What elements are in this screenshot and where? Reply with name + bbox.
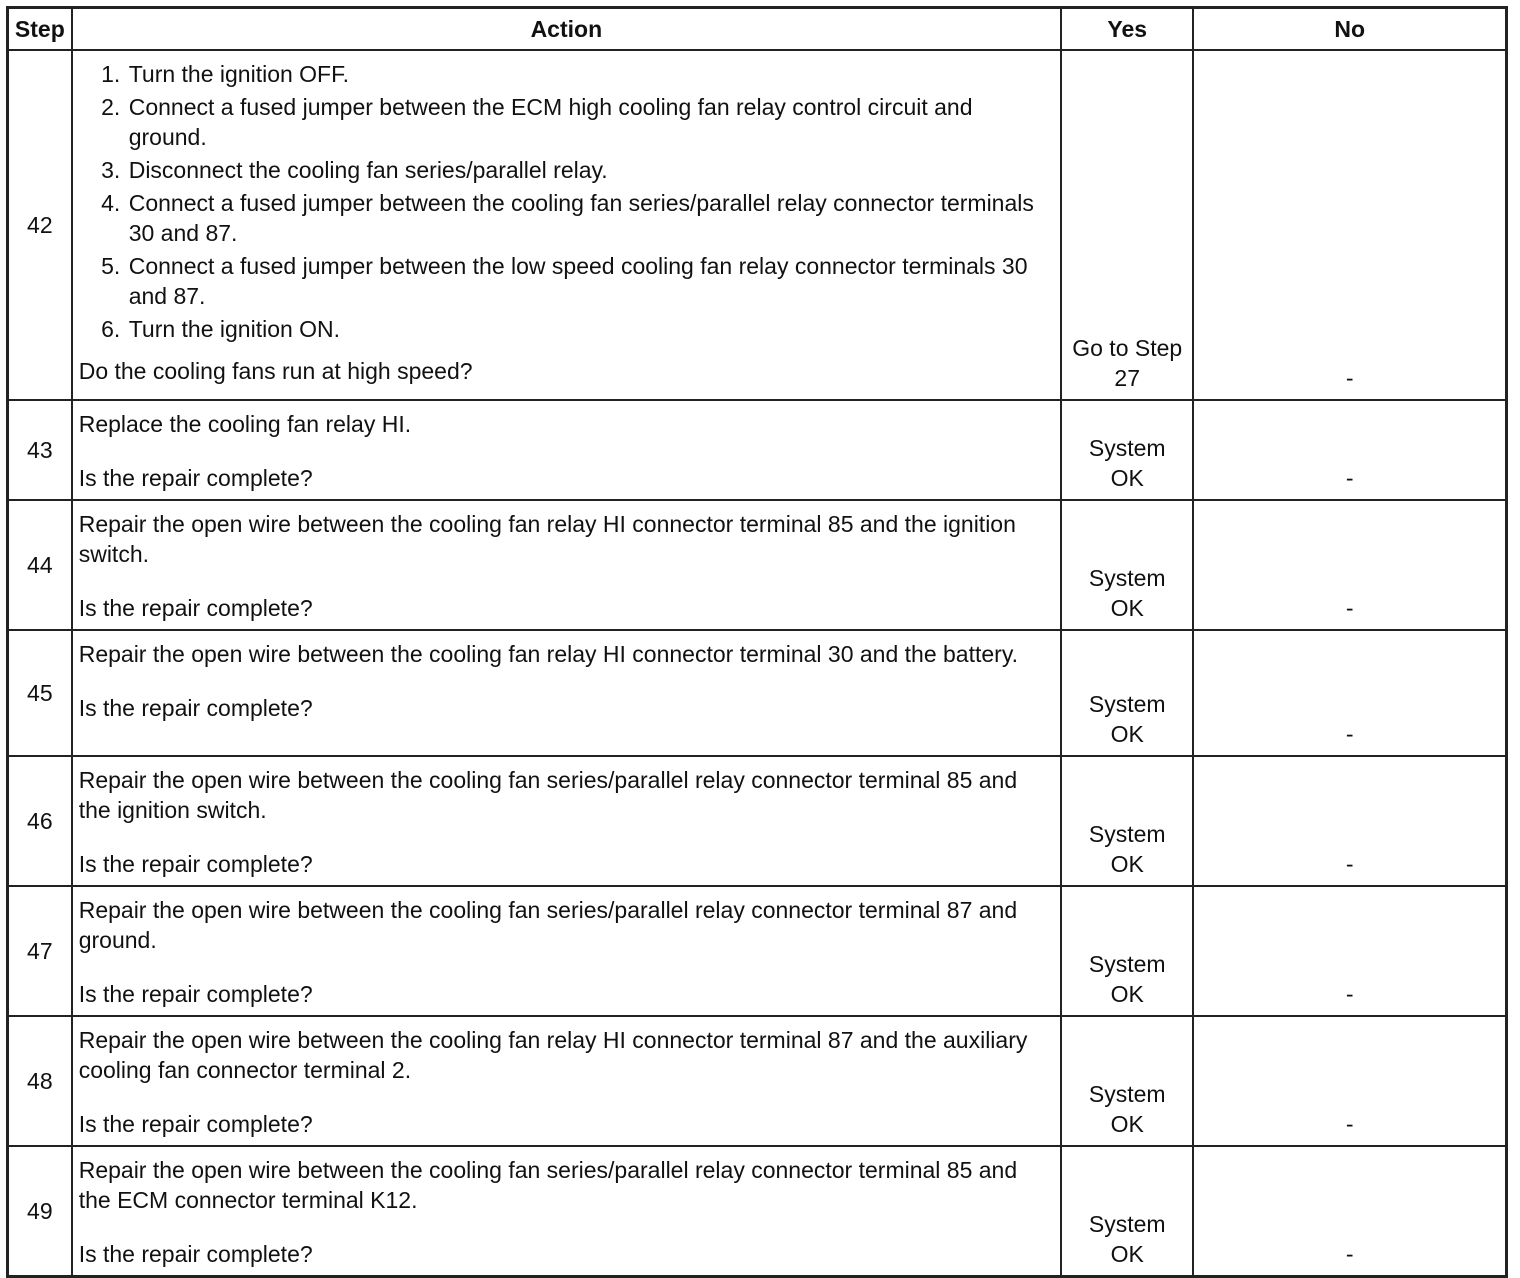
table-row (8, 400, 1507, 500)
yes-line: 27 (1114, 365, 1141, 391)
yes-line: System (1088, 435, 1166, 461)
question-text: Is the repair complete? (78, 851, 313, 877)
step-number: 47 (8, 886, 72, 1016)
question-text: Is the repair complete? (78, 465, 313, 491)
yes-line: System (1088, 691, 1166, 717)
yes-cell (1061, 756, 1193, 886)
table-row (8, 1016, 1507, 1146)
question-text: Is the repair complete? (78, 981, 313, 1007)
yes-line: OK (1110, 1111, 1144, 1137)
yes-cell (1061, 886, 1193, 1016)
action-text: Repair the open wire between the cooling fan series/parallel relay connector terminal 87 and ground. (78, 897, 1018, 953)
step-number: 48 (8, 1016, 72, 1146)
procedure-step: 1. Turn the ignition OFF. (127, 59, 1052, 89)
procedure-step: 6. Turn the ignition ON. (127, 314, 1052, 344)
no-cell: - (1193, 50, 1506, 400)
question-text: Do the cooling fans run at high speed? (78, 358, 473, 384)
yes-line: System (1088, 565, 1166, 591)
step-number: 49 (8, 1146, 72, 1277)
yes-line: OK (1110, 1241, 1144, 1267)
procedure-step: 5. Connect a fused jumper between the low speed cooling fan relay connector terminals 30 and 87. (127, 251, 1052, 311)
no-cell: - (1193, 886, 1506, 1016)
question-text: Is the repair complete? (78, 1111, 313, 1137)
no-cell: - (1193, 500, 1506, 630)
yes-cell (1061, 1016, 1193, 1146)
question-text: Is the repair complete? (78, 595, 313, 621)
table-row (8, 500, 1507, 630)
procedure-list (79, 59, 1052, 344)
yes-line: OK (1110, 721, 1144, 747)
header-row (8, 8, 1507, 51)
action-cell (72, 1016, 1061, 1146)
table-row (8, 756, 1507, 886)
yes-line: OK (1110, 851, 1144, 877)
yes-cell (1061, 400, 1193, 500)
no-cell: - (1193, 756, 1506, 886)
yes-cell (1061, 50, 1193, 400)
yes-line: System (1088, 951, 1166, 977)
action-cell (72, 756, 1061, 886)
step-number: 43 (8, 400, 72, 500)
yes-line: OK (1110, 465, 1144, 491)
action-cell (72, 500, 1061, 630)
header-no: No (1193, 8, 1506, 51)
yes-cell (1061, 1146, 1193, 1277)
step-number: 45 (8, 630, 72, 756)
action-text: Repair the open wire between the cooling fan series/parallel relay connector terminal 85 and the ECM connector terminal K12. (78, 1157, 1018, 1213)
action-cell (72, 50, 1061, 400)
yes-line: Go to Step (1072, 335, 1183, 361)
diagnostic-table-container (6, 6, 1508, 1278)
question-text: Is the repair complete? (78, 695, 313, 721)
action-cell (72, 1146, 1061, 1277)
yes-line: System (1088, 821, 1166, 847)
action-cell (72, 886, 1061, 1016)
yes-line: System (1088, 1211, 1166, 1237)
question-text: Is the repair complete? (78, 1241, 313, 1267)
step-number: 44 (8, 500, 72, 630)
header-step: Step (8, 8, 72, 51)
action-cell (72, 400, 1061, 500)
action-text: Repair the open wire between the cooling fan relay HI connector terminal 30 and the battery. (78, 641, 1018, 667)
no-cell: - (1193, 630, 1506, 756)
table-row (8, 50, 1507, 400)
action-cell (72, 630, 1061, 756)
yes-cell (1061, 500, 1193, 630)
procedure-step: 2. Connect a fused jumper between the ECM high cooling fan relay control circuit and ground. (127, 92, 1052, 152)
procedure-step: 3. Disconnect the cooling fan series/parallel relay. (127, 155, 1052, 185)
table-row (8, 1146, 1507, 1277)
step-number: 46 (8, 756, 72, 886)
table-row (8, 886, 1507, 1016)
step-number: 42 (8, 50, 72, 400)
no-cell: - (1193, 400, 1506, 500)
action-text: Repair the open wire between the cooling fan relay HI connector terminal 87 and the auxiliary cooling fan connector terminal 2. (78, 1027, 1028, 1083)
table-row (8, 630, 1507, 756)
procedure-step: 4. Connect a fused jumper between the cooling fan series/parallel relay connector terminals 30 and 87. (127, 188, 1052, 248)
yes-cell (1061, 630, 1193, 756)
action-text: Repair the open wire between the cooling fan series/parallel relay connector terminal 85 and the ignition switch. (78, 767, 1018, 823)
yes-line: OK (1110, 595, 1144, 621)
yes-line: OK (1110, 981, 1144, 1007)
action-text: Repair the open wire between the cooling fan relay HI connector terminal 85 and the ignition switch. (78, 511, 1016, 567)
no-cell: - (1193, 1016, 1506, 1146)
header-action: Action (72, 8, 1061, 51)
diagnostic-table (6, 6, 1508, 1278)
action-text: Replace the cooling fan relay HI. (78, 411, 412, 437)
no-cell: - (1193, 1146, 1506, 1277)
yes-line: System (1088, 1081, 1166, 1107)
header-yes: Yes (1061, 8, 1193, 51)
